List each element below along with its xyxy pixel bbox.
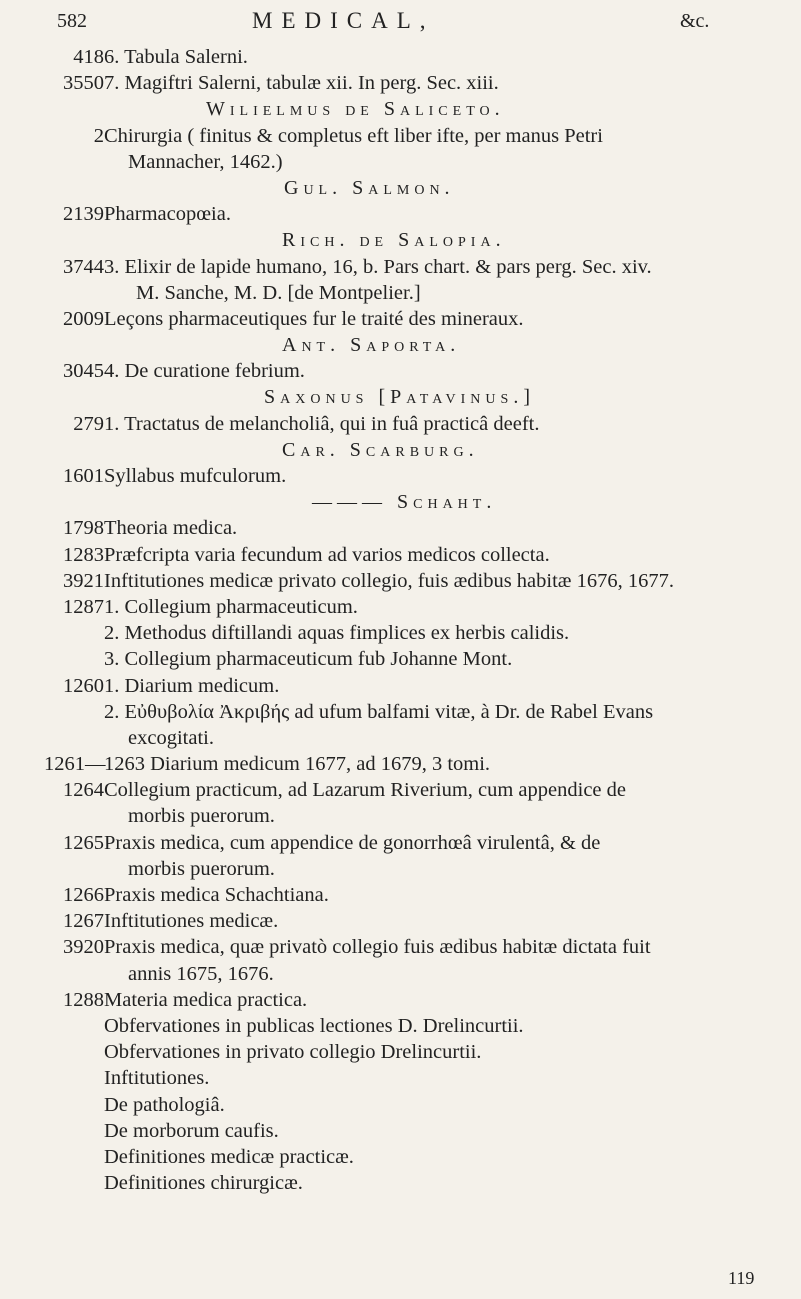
shelf-number: 1261— <box>44 753 106 776</box>
entry-title: 1. Collegium pharmaceuticum. <box>104 595 358 618</box>
entry-title: De pathologiâ. <box>104 1093 225 1116</box>
entry-line <box>0 908 801 934</box>
running-title-etc: &c. <box>680 10 710 32</box>
entry-line <box>0 437 801 463</box>
entry-title: 1. Tractatus de melancholiâ, qui in fuâ practicâ deeft. <box>104 412 540 435</box>
entry-title: 1263 Diarium medicum 1677, ad 1679, 3 tomi. <box>104 753 491 776</box>
entry-line <box>0 751 801 777</box>
entry-title: Syllabus mufculorum. <box>104 465 287 487</box>
entry-line <box>0 175 801 201</box>
entry-line <box>0 673 801 699</box>
entry-title: Praxis medica, cum appendice de gonorrhœâ virulentâ, & de <box>104 831 601 854</box>
author-heading: Rich. de Salopia. <box>282 229 506 252</box>
entry-title: 6. Tabula Salerni. <box>104 46 248 68</box>
entry-line <box>0 934 801 960</box>
entry-line <box>0 1118 801 1144</box>
running-title: MEDICAL, <box>252 8 435 33</box>
shelf-number: 418 <box>73 46 104 68</box>
entry-line <box>0 620 801 646</box>
entry-line <box>0 961 801 987</box>
entry-line <box>0 1144 801 1170</box>
entry-title: Theoria medica. <box>104 517 238 540</box>
entry-title: De morborum caufis. <box>104 1119 279 1142</box>
entry-title: 3. Elixir de lapide humano, 16, b. Pars chart. & pars perg. Sec. xiv. <box>104 255 652 278</box>
entry-title: Obfervationes in publicas lectiones D. Drelincurtii. <box>104 1014 524 1037</box>
shelf-number: 1283 <box>63 543 104 566</box>
entry-line <box>0 254 801 280</box>
entry-line <box>0 725 801 751</box>
entry-title: 4. De curatione febrium. <box>104 360 305 383</box>
entry-line <box>0 882 801 908</box>
author-heading: Saxonus [Patavinus.] <box>264 386 535 409</box>
entry-line <box>0 411 801 437</box>
entry-line <box>0 777 801 803</box>
entry-line <box>0 646 801 672</box>
entry-line <box>0 568 801 594</box>
entry-title: excogitati. <box>128 726 214 749</box>
entry-title: 2. Εὐθυβολία Ἀκριβής ad ufum balfami vitæ, à Dr. de Rabel Evans <box>104 700 654 723</box>
entry-line <box>0 515 801 541</box>
entry-title: Inftitutiones medicæ. <box>104 910 279 933</box>
author-heading: Wilielmus de Saliceto. <box>206 98 505 121</box>
entry-line <box>0 830 801 856</box>
entry-title: 2. Methodus diftillandi aquas fimplices ex herbis calidis. <box>104 622 570 645</box>
entry-title: Praxis medica, quæ privatò collegio fuis ædibus habitæ dictata fuit <box>104 936 651 959</box>
catchword: 119 <box>728 1268 755 1288</box>
entry-line <box>0 123 801 149</box>
entry-line <box>0 1039 801 1065</box>
entry-line <box>0 306 801 332</box>
entry-title: Præfcripta varia fecundum ad varios medicos collecta. <box>104 543 550 566</box>
entry-line <box>0 594 801 620</box>
author-heading: Ant. Saporta. <box>282 334 461 357</box>
shelf-number: 1267 <box>63 910 104 933</box>
entry-line <box>0 542 801 568</box>
entry-line <box>0 463 801 489</box>
entry-title: M. Sanche, M. D. [de Montpelier.] <box>136 281 421 304</box>
entry-title: 3. Collegium pharmaceuticum fub Johanne Mont. <box>104 648 513 671</box>
shelf-number: 3920 <box>63 936 104 959</box>
shelf-number: 3045 <box>63 360 104 383</box>
entry-title: 1. Diarium medicum. <box>104 674 280 697</box>
entry-line <box>0 699 801 725</box>
entry-title: Inftitutiones medicæ privato collegio, fuis ædibus habitæ 1676, 1677. <box>104 569 674 592</box>
entry-title: Praxis medica Schachtiana. <box>104 884 329 906</box>
entry-line <box>0 489 801 515</box>
shelf-number: 1264 <box>63 779 104 802</box>
entry-line <box>0 856 801 882</box>
entry-line <box>0 70 801 96</box>
shelf-number: 1265 <box>63 831 104 854</box>
shelf-number: 2009 <box>63 307 104 330</box>
page-header <box>0 4 801 40</box>
entry-line <box>0 384 801 410</box>
entry-line <box>0 280 801 306</box>
entry-title: Definitiones medicæ practicæ. <box>104 1145 354 1168</box>
entry-line <box>0 227 801 253</box>
entry-line <box>0 1065 801 1091</box>
entry-title: Inftitutiones. <box>104 1067 210 1090</box>
shelf-number: 3550 <box>63 72 104 95</box>
entry-title: morbis puerorum. <box>128 857 275 880</box>
entry-title: Collegium practicum, ad Lazarum Riverium, cum appendice de <box>104 779 626 802</box>
author-heading: Gul. Salmon. <box>284 176 455 199</box>
entry-line <box>0 1013 801 1039</box>
entry-line <box>0 1092 801 1118</box>
entry-title: Chirurgia ( finitus & completus eft liber ifte, per manus Petri <box>104 124 603 147</box>
entry-title: Mannacher, 1462.) <box>128 150 283 173</box>
shelf-number: 3744 <box>63 255 104 278</box>
shelf-number: 2 <box>93 124 104 147</box>
shelf-number: 1288 <box>63 988 104 1011</box>
entry-title: Definitiones chirurgicæ. <box>104 1172 303 1195</box>
entry-line <box>0 201 801 227</box>
entry-line <box>0 96 801 122</box>
entry-title: Pharmacopœia. <box>104 203 231 226</box>
shelf-number: 1260 <box>63 674 104 697</box>
entry-line <box>0 1170 801 1196</box>
entry-title: Leçons pharmaceutiques fur le traité des mineraux. <box>104 307 524 330</box>
entry-line <box>0 149 801 175</box>
entry-line <box>0 803 801 829</box>
shelf-number: 1601 <box>63 465 104 487</box>
catalogue-entries <box>0 44 801 1196</box>
shelf-number: 1287 <box>63 595 104 618</box>
entry-title: annis 1675, 1676. <box>128 962 274 985</box>
entry-title: 7. Magiftri Salerni, tabulæ xii. In perg. Sec. xiii. <box>104 72 499 95</box>
entry-title: Materia medica practica. <box>104 988 308 1011</box>
shelf-number: 1266 <box>63 884 104 906</box>
entry-line <box>0 332 801 358</box>
author-heading: Car. Scarburg. <box>282 438 479 461</box>
entry-line <box>0 358 801 384</box>
entry-title: morbis puerorum. <box>128 805 275 828</box>
shelf-number: 279 <box>73 412 104 435</box>
entry-line <box>0 987 801 1013</box>
entry-line <box>0 44 801 70</box>
page-number: 582 <box>57 10 87 32</box>
shelf-number: 1798 <box>63 517 104 540</box>
entry-title: Obfervationes in privato collegio Drelincurtii. <box>104 1041 482 1064</box>
author-heading: ——— Schaht. <box>312 491 497 514</box>
shelf-number: 3921 <box>63 569 104 592</box>
shelf-number: 2139 <box>63 203 104 226</box>
